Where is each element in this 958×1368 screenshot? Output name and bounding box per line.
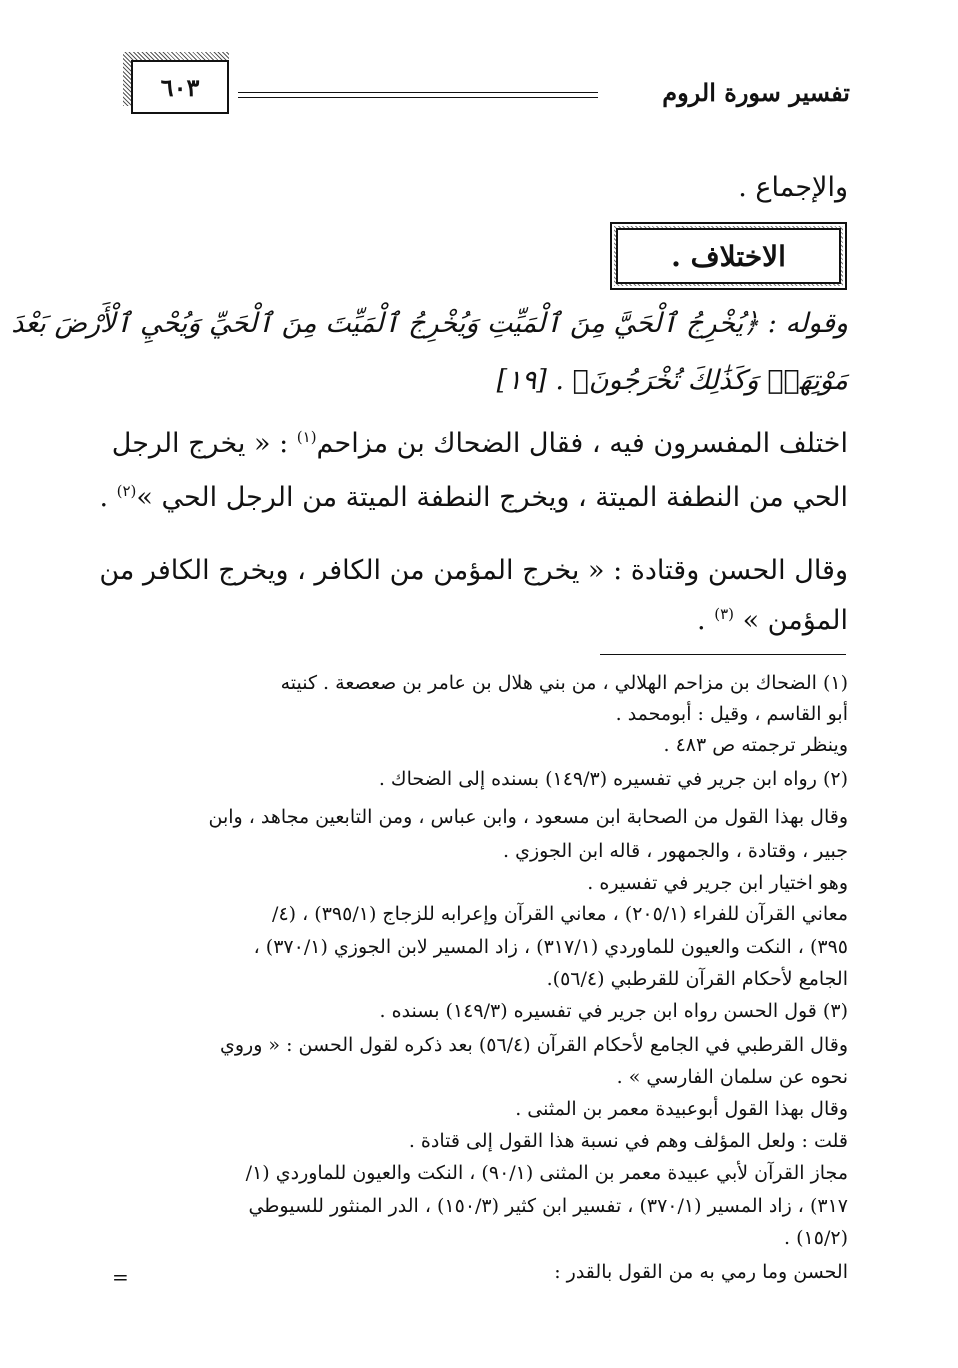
text-run: اختلف المفسرون فيه ، فقال الضحاك بن مزاحم [316, 428, 848, 459]
footnote-line: وقال بهذا القول أبوعبيدة معمر بن المثنى . [515, 1098, 848, 1120]
footnote-ref[interactable]: (٣) [714, 605, 734, 623]
footnote-line: الحسن وما رمي به من القول بالقدر : [554, 1261, 848, 1283]
footnote-line: وينظر ترجمته ص ٤٨٣ . [663, 734, 848, 756]
section-heading-box [616, 228, 841, 284]
header-rule [238, 97, 598, 98]
section-heading: الاختلاف . [671, 239, 786, 273]
header-rule [238, 92, 598, 93]
footnote-line: وقال القرطبي في الجامع لأحكام القرآن (٥٦/٤) بعد ذكره لقول الحسن : « وروي [219, 1034, 848, 1056]
footnote-line: ٣١٧) ، زاد المسير (٣٧٠/١) ، تفسير ابن كثير (١٥٠/٣) ، الدر المنثور للسيوطي [248, 1195, 848, 1217]
paragraph-line [697, 605, 848, 636]
footnote-line: قلت : ولعل المؤلف وهم في نسبة هذا القول إلى قتادة . [408, 1130, 848, 1152]
text-run: . [697, 605, 715, 636]
footnote-separator [600, 654, 846, 655]
footnote-ref[interactable]: (٢) [116, 482, 137, 500]
paragraph-line [112, 428, 848, 459]
footnote-line: (١٥/٢) . [784, 1227, 848, 1249]
text-run: الحي من النطفة الميتة ، ويخرج النطفة الميتة من الرجل الحي » [136, 482, 848, 513]
ijma-line: والإجماع . [738, 172, 848, 203]
footnote-line: (٢) رواه ابن جرير في تفسيره (١٤٩/٣) بسنده إلى الضحاك . [378, 768, 848, 790]
page-number: ٦٠٣ [131, 60, 229, 114]
footnote-line: وهو اختيار ابن جرير في تفسيره . [587, 872, 848, 894]
footnote-line: جبير ، وقتادة ، والجمهور ، قاله ابن الجوزي . [503, 840, 848, 862]
running-title: تفسير سورة الروم [662, 78, 850, 107]
footnote-line: ٣٩٥) ، النكت والعيون للماوردي (٣١٧/١) ، زاد المسير لابن الجوزي (٣٧٠/١) ، [253, 936, 848, 958]
continuation-mark: = [112, 1265, 129, 1289]
footnote-line: أبو القاسم ، وقيل : أبومحمد . [615, 703, 848, 725]
text-run: المؤمن » [734, 605, 848, 636]
footnote-line: (١) الضحاك بن مزاحم الهلالي ، من بني هلال بن عامر بن صعصعة . كنيته [280, 672, 848, 694]
paragraph-line [99, 482, 848, 513]
verse-line: مَوْتِهَاۚ وَكَذَٰلِكَ تُخْرَجُونَ﴾ . [١٩] [496, 365, 848, 396]
footnote-line: الجامع لأحكام القرآن للقرطبي (٥٦/٤). [546, 968, 848, 990]
paragraph-line: وقال الحسن وقتادة : « يخرج المؤمن من الكافر ، ويخرج الكافر من [99, 555, 848, 586]
footnote-line: معاني القرآن للفراء (٢٠٥/١) ، معاني القرآن وإعرابه للزجاج (٣٩٥/١) ، (٤/ [272, 903, 848, 925]
verse-line: وقوله : ﴿يُخْرِجُ ٱلْحَيَّ مِنَ ٱلْمَيِّتِ وَيُخْرِجُ ٱلْمَيِّتَ مِنَ ٱلْحَيِّ وَيُحْيِ ٱلْأَرْضَ بَعْدَ [11, 308, 848, 339]
footnote-line: نحوه عن سلمان الفارسي » . [616, 1066, 848, 1088]
footnote-ref[interactable]: (١) [296, 428, 317, 446]
text-run: . [99, 482, 117, 513]
text-run: : « يخرج الرجل [111, 428, 297, 459]
footnote-line: (٣) قول الحسن رواه ابن جرير في تفسيره (١٤٩/٣) بسنده . [379, 1000, 848, 1022]
section-heading-frame [610, 222, 847, 290]
footnote-line: وقال بهذا القول من الصحابة ابن مسعود ، وابن عباس ، ومن التابعين مجاهد ، وابن [208, 806, 848, 828]
footnote-line: مجاز القرآن لأبي عبيدة معمر بن المثنى (٩٠/١) ، النكت والعيون للماوردي (١/ [245, 1162, 848, 1184]
